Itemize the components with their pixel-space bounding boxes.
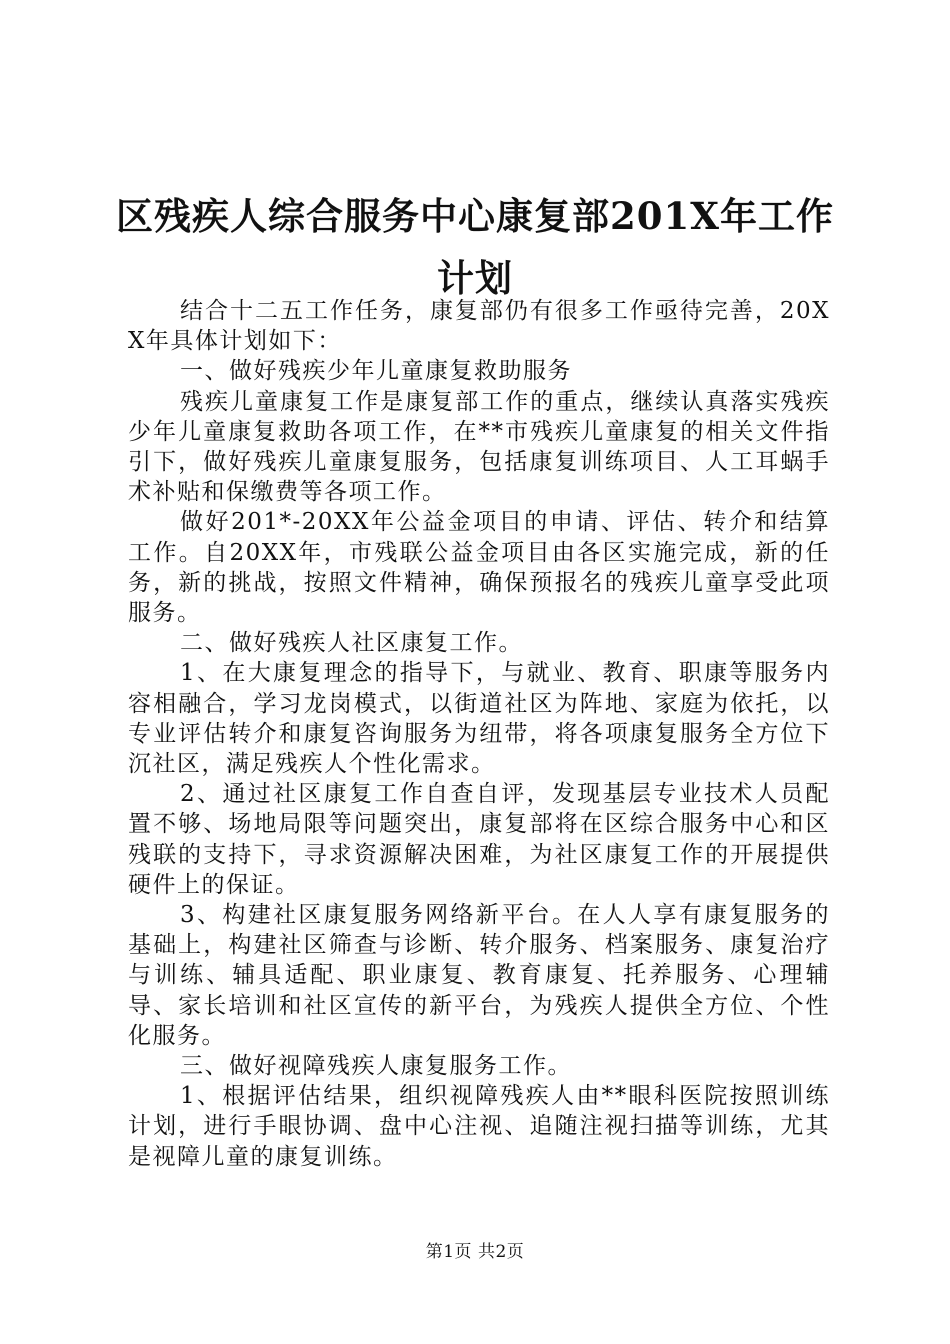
document-title: 区残疾人综合服务中心康复部201X年工作计划 [116,194,834,300]
paragraph-child-rehab: 残疾儿童康复工作是康复部工作的重点，继续认真落实残疾少年儿童康复救助各项工作，在**市残疾儿童康复的相关文件指引下，做好残疾儿童康复服务，包括康复训练项目、人工耳蜗手术补贴和保缴费等各项工作。 [128,388,830,506]
paragraph-community-1: 1、在大康复理念的指导下，与就业、教育、职康等服务内容相融合，学习龙岗模式，以街道社区为阵地、家庭为依托，以专业评估转介和康复咨询服务为纽带，将各项康复服务全方位下沉社区，满足残疾人个性化需求。 [128,660,830,778]
paragraph-community-3: 3、构建社区康复服务网络新平台。在人人享有康复服务的基础上，构建社区筛查与诊断、转介服务、档案服务、康复治疗与训练、辅具适配、职业康复、教育康复、托养服务、心理辅导、家长培训和社区宣传的新平台，为残疾人提供全方位、个性化服务。 [128,902,830,1049]
document-body [128,296,830,1172]
section-heading-2: 二、做好残疾人社区康复工作。 [180,630,523,657]
section-heading-1: 一、做好残疾少年儿童康复救助服务 [180,358,572,385]
page-footer: 第1页 共2页 [425,1242,525,1262]
section-heading-3: 三、做好视障残疾人康复服务工作。 [180,1053,572,1080]
paragraph-vision-1: 1、根据评估结果，组织视障残疾人由**眼科医院按照训练计划，进行手眼协调、盘中心注视、追随注视扫描等训练，尤其是视障儿童的康复训练。 [128,1083,830,1170]
paragraph-community-2: 2、通过社区康复工作自查自评，发现基层专业技术人员配置不够、场地局限等问题突出，康复部将在区综合服务中心和区残联的支持下，寻求资源解决困难，为社区康复工作的开展提供硬件上的保证。 [128,781,830,898]
paragraph-welfare-fund: 做好201*-20XX年公益金项目的申请、评估、转介和结算工作。自20XX年，市残联公益金项目由各区实施完成，新的任务，新的挑战，按照文件精神，确保预报名的残疾儿童享受此项服务。 [128,509,830,627]
paragraph-intro: 结合十二五工作任务，康复部仍有很多工作亟待完善，20XX年具体计划如下： [128,298,830,355]
